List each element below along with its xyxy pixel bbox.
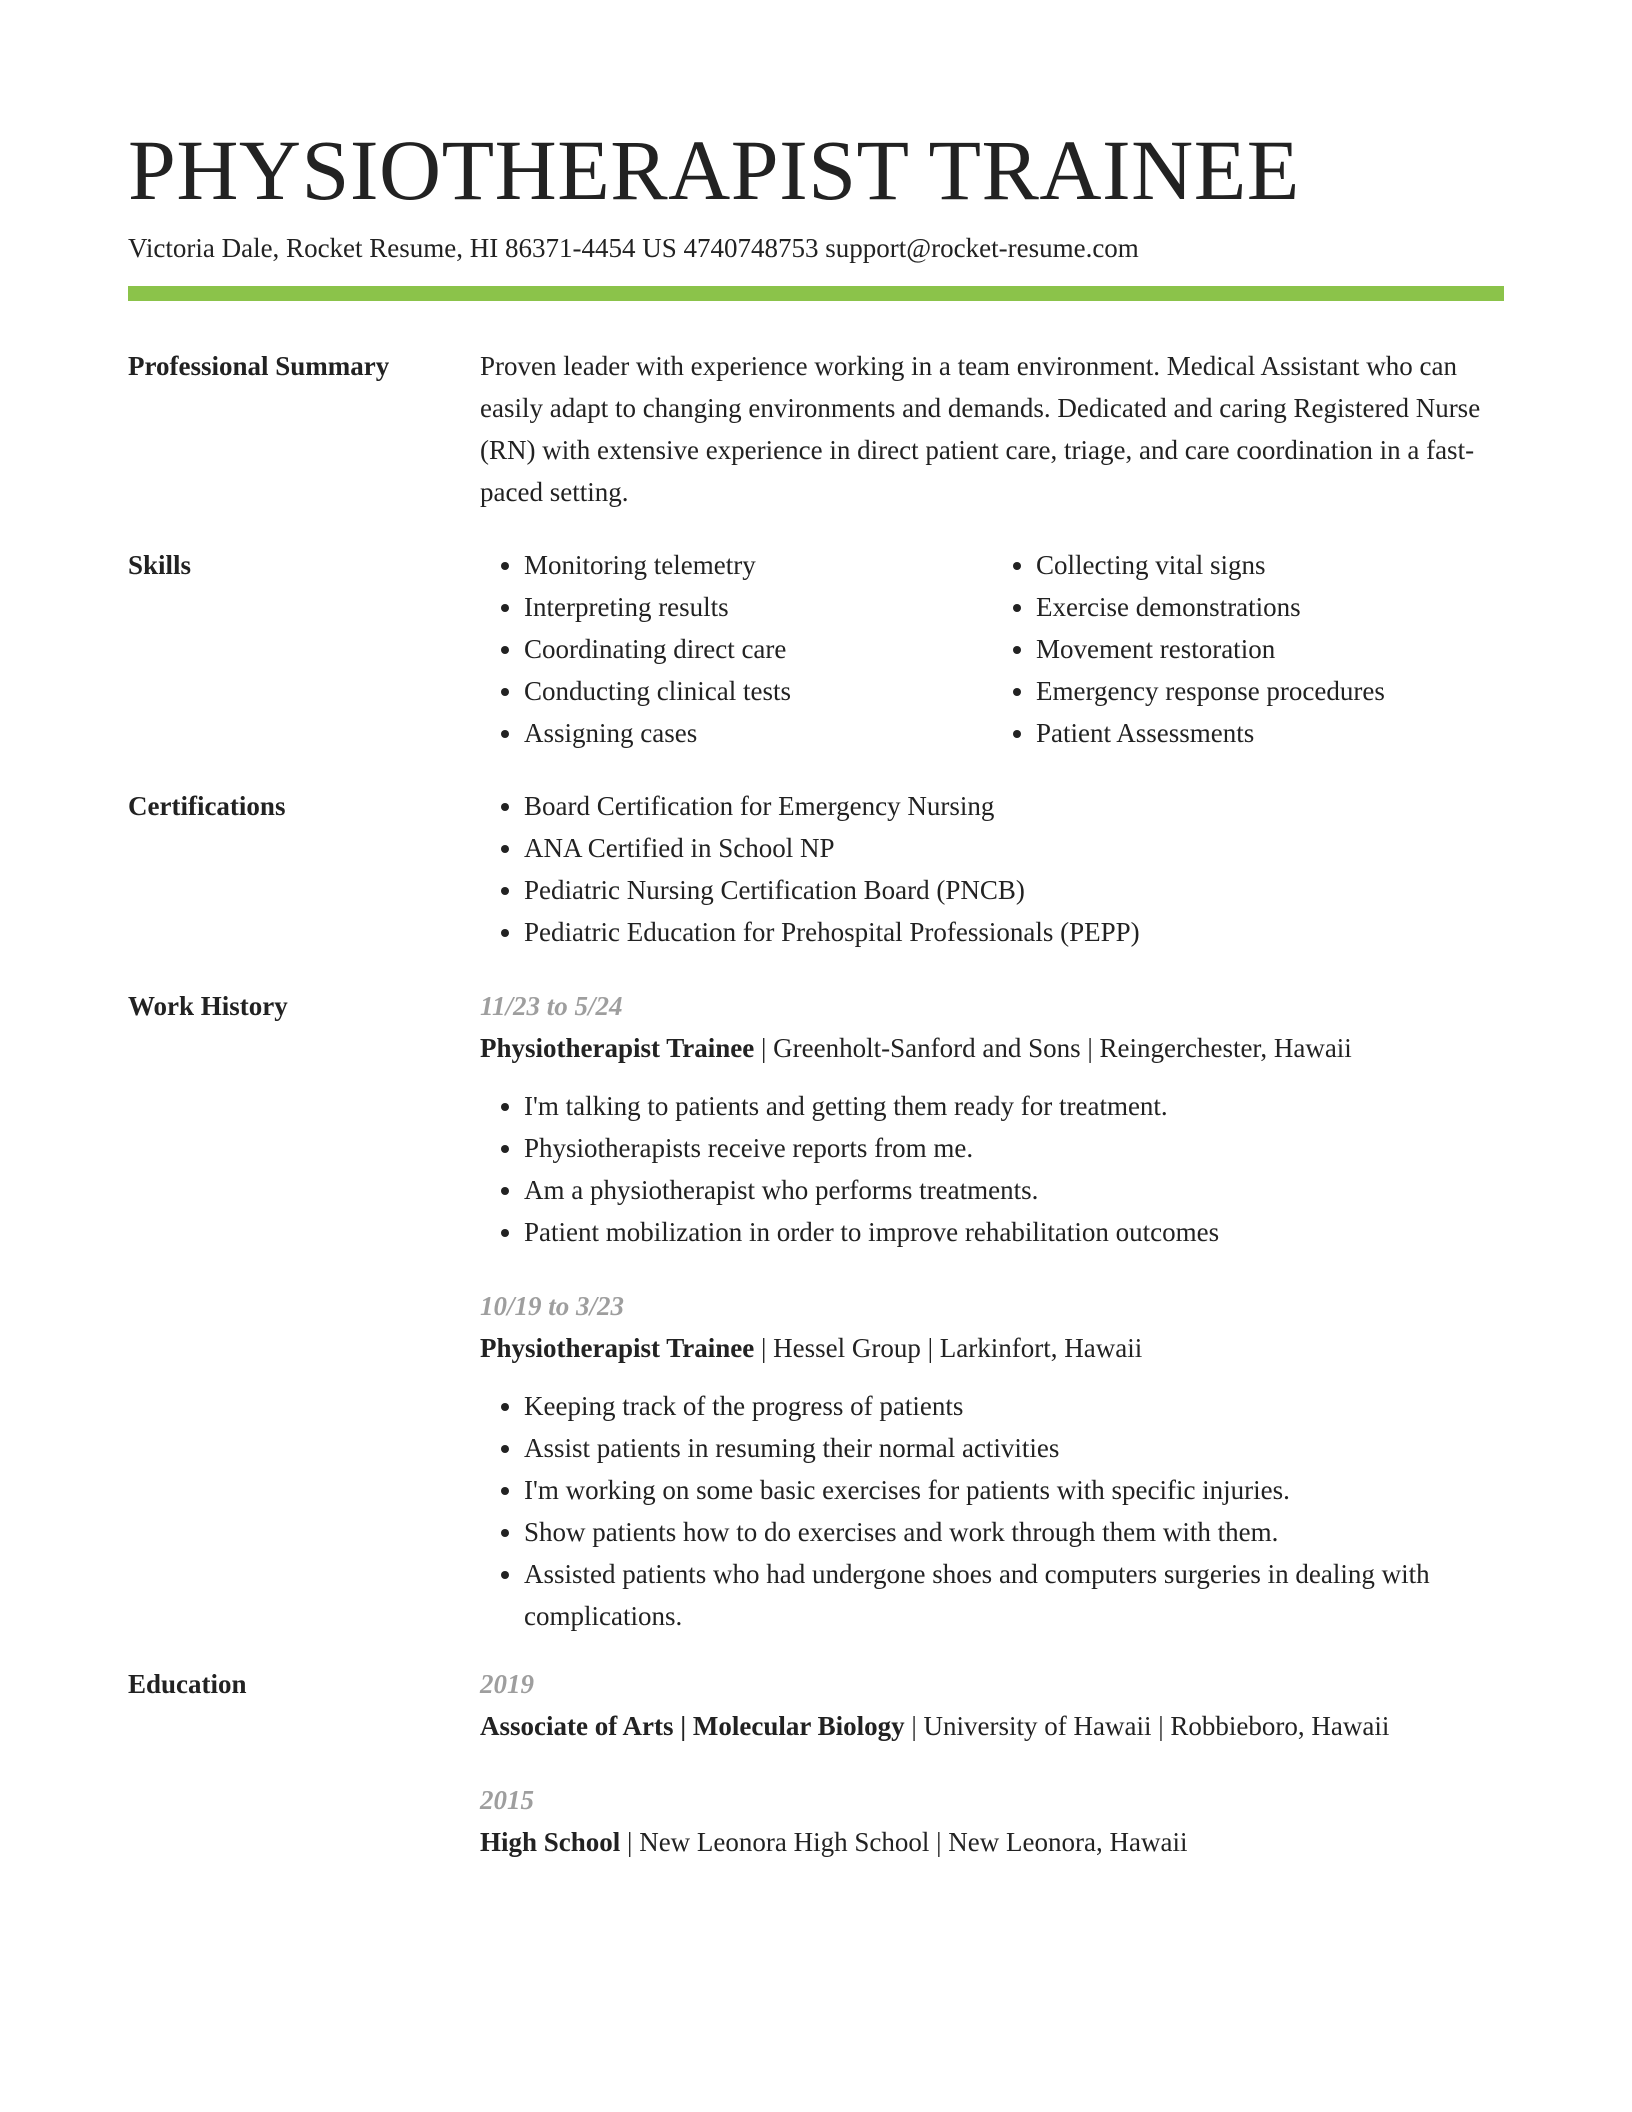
skill-item: • Collecting vital signs	[1036, 544, 1504, 586]
contact-name-address: Victoria Dale, Rocket Resume, HI 86371-4454 US	[128, 233, 677, 263]
job-bullet: • Assist patients in resuming their normal activities	[524, 1427, 1504, 1469]
skill-item: • Monitoring telemetry	[524, 544, 992, 586]
certification-item: • Pediatric Education for Prehospital Professionals (PEPP)	[524, 911, 1504, 953]
job-bullet: • Patient mobilization in order to improve rehabilitation outcomes	[524, 1211, 1504, 1253]
skills-list-left	[480, 544, 992, 754]
skills-body	[480, 544, 1504, 754]
work-history-body	[480, 985, 1504, 1637]
certification-item: • Board Certification for Emergency Nursing	[524, 785, 1504, 827]
job-title: Physiotherapist Trainee	[480, 1333, 755, 1363]
education-details: | New Leonora High School | New Leonora, Hawaii	[620, 1827, 1188, 1857]
job-bullet: • I'm working on some basic exercises for patients with specific injuries.	[524, 1469, 1504, 1511]
job-details: | Greenholt-Sanford and Sons | Reingerchester, Hawaii	[754, 1033, 1352, 1063]
education-degree: Associate of Arts | Molecular Biology	[480, 1711, 905, 1741]
job-entry	[480, 1285, 1504, 1637]
job-details: | Hessel Group | Larkinfort, Hawaii	[754, 1333, 1143, 1363]
education-heading-line	[480, 1821, 1504, 1863]
job-title: Physiotherapist Trainee	[480, 1033, 755, 1063]
skill-item: • Exercise demonstrations	[1036, 586, 1504, 628]
skill-item: • Assigning cases	[524, 712, 992, 754]
job-bullet: • Physiotherapists receive reports from me.	[524, 1127, 1504, 1169]
education-body	[480, 1663, 1504, 1863]
job-heading	[480, 1327, 1504, 1369]
contact-email: support@rocket-resume.com	[825, 233, 1139, 263]
skill-item: • Movement restoration	[1036, 628, 1504, 670]
job-bullets	[480, 1385, 1504, 1637]
education-heading: Education	[128, 1669, 247, 1699]
job-bullet: • Keeping track of the progress of patients	[524, 1385, 1504, 1427]
job-bullet: • I'm talking to patients and getting them ready for treatment.	[524, 1085, 1504, 1127]
skill-item: • Emergency response procedures	[1036, 670, 1504, 712]
certifications-body	[480, 785, 1504, 953]
job-bullets	[480, 1085, 1504, 1253]
certification-item: • Pediatric Nursing Certification Board (PNCB)	[524, 869, 1504, 911]
education-year: 2015	[480, 1785, 534, 1815]
job-bullet: • Am a physiotherapist who performs treatments.	[524, 1169, 1504, 1211]
accent-divider	[128, 286, 1504, 301]
education-heading-line	[480, 1705, 1504, 1747]
education-entry	[480, 1663, 1504, 1747]
summary-body	[480, 345, 1504, 513]
contact-line	[128, 230, 1139, 266]
summary-heading: Professional Summary	[128, 351, 390, 381]
work-history-heading: Work History	[128, 991, 288, 1021]
skill-item: • Coordinating direct care	[524, 628, 992, 670]
skills-list-right	[992, 544, 1504, 754]
education-year: 2019	[480, 1669, 534, 1699]
certification-item: • ANA Certified in School NP	[524, 827, 1504, 869]
job-dates: 11/23 to 5/24	[480, 991, 623, 1021]
skill-item: • Conducting clinical tests	[524, 670, 992, 712]
skills-heading: Skills	[128, 550, 192, 580]
resume-title: PHYSIOTHERAPIST TRAINEE	[128, 122, 1300, 218]
summary-text: Proven leader with experience working in a team environment. Medical Assistant who can easily adapt to changing environments and demands. Dedicated and caring Registered Nurse (RN) with extensive experience in direct patient care, triage, and care coordination in a fast-paced setting.	[480, 351, 1481, 507]
skill-item: • Interpreting results	[524, 586, 992, 628]
job-heading	[480, 1027, 1504, 1069]
certifications-list	[480, 785, 1504, 953]
skill-item: • Patient Assessments	[1036, 712, 1504, 754]
certifications-heading: Certifications	[128, 791, 286, 821]
job-dates: 10/19 to 3/23	[480, 1291, 625, 1321]
job-bullet: • Show patients how to do exercises and work through them with them.	[524, 1511, 1504, 1553]
education-details: | University of Hawaii | Robbieboro, Hawaii	[904, 1711, 1390, 1741]
education-degree: High School	[480, 1827, 621, 1857]
job-entry	[480, 985, 1504, 1253]
contact-phone: 4740748753	[683, 233, 819, 263]
education-entry	[480, 1779, 1504, 1863]
job-bullet: • Assisted patients who had undergone shoes and computers surgeries in dealing with complications.	[524, 1553, 1504, 1637]
